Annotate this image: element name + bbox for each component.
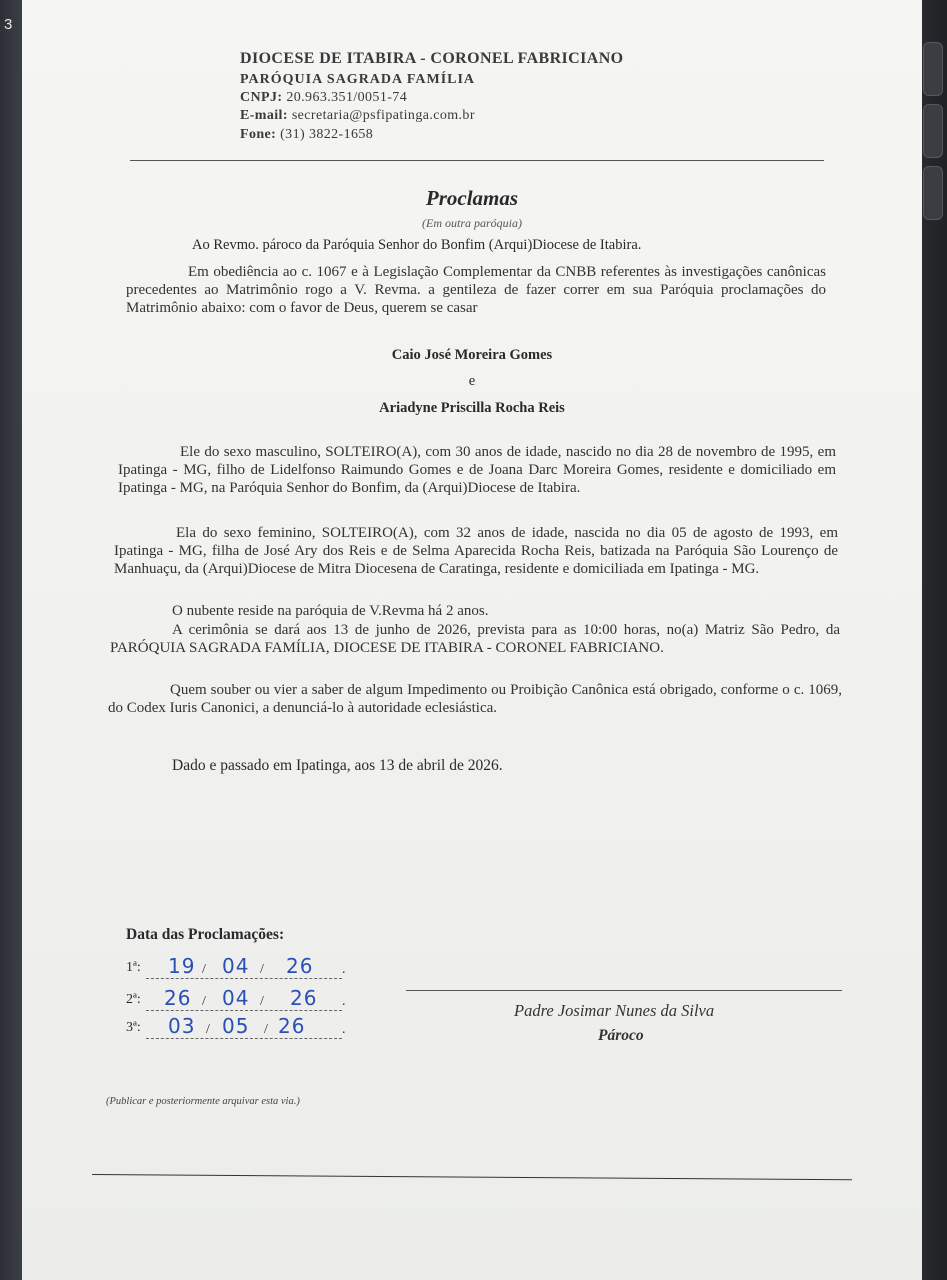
conjunction: e	[468, 373, 476, 389]
impediment-paragraph: Quem souber ou vier a saber de algum Impedimento ou Proibição Canônica está obrigado, conforme o c. 1069, do Codex Iuris Canonici, a denunciá-lo à autoridade eclesiástica.	[108, 682, 842, 716]
residence-note: O nubente reside na paróquia de V.Revma há 2 anos.	[172, 603, 489, 619]
date-line	[146, 1010, 342, 1011]
handwritten-year: 26	[278, 1014, 306, 1038]
priest-name: Padre Josimar Nunes da Silva	[514, 1001, 715, 1020]
handwritten-year: 26	[286, 954, 314, 978]
handwritten-year: 26	[290, 986, 318, 1010]
proclamation-label: 2ª:	[126, 992, 141, 1007]
footer-note: (Publicar e posteriormente arquivar esta via.)	[106, 1096, 300, 1107]
groom-name: Caio José Moreira Gomes	[391, 347, 553, 363]
intro-paragraph: Em obediência ao c. 1067 e à Legislação Complementar da CNBB referentes às investigações canônicas precedentes ao Matrimônio rogo a V. Revma. a gentileza de fazer correr em sua Paróquia proclamações do Matrimônio abaixo: com o favor de Deus, querem se casar	[126, 264, 826, 316]
keyboard-key	[923, 104, 943, 158]
groom-details: Ele do sexo masculino, SOLTEIRO(A), com 30 anos de idade, nascido no dia 28 de novembro de 1995, em Ipatinga - MG, filho de Lidelfonso Raimundo Gomes e de Joana Darc Moreira Gomes, residente e domiciliado em Ipatinga - MG, na Paróquia Senhor do Bonfim, da (Arqui)Diocese de Itabira.	[118, 444, 836, 496]
bride-name: Ariadyne Priscilla Rocha Reis	[379, 400, 565, 416]
date-line	[146, 1038, 342, 1039]
document-page: DIOCESE DE ITABIRA - CORONEL FABRICIANO PARÓQUIA SAGRADA FAMÍLIA CNPJ: 20.963.351/0051-74 E-mail: secretaria@psfipatinga.com.br Fone: (31) 3822-1658 Proclamas (Em outra paróquia) Ao Revmo. pároco da Paróquia Senhor do Bonfim (Arqui)Diocese de Itabira. Em obediência ao c. 1067 e à Legislação Complementar da CNBB referentes às investigações canônicas precedentes ao Matrimônio rogo a V. Revma. a gentileza de fazer correr em sua Paróquia proclamações do Matrimônio abaixo: com o favor de Deus, querem se casar Caio José Moreira Gomes e Ariadyne Priscilla Rocha Reis Ele do sexo masculino, SOLTEIRO(A), com 30 anos de idade, nascido no dia 28 de novembro de 1995, em Ipatinga - MG, filho de Lidelfonso Raimundo Gomes e de Joana Darc Moreira Gomes, residente e domiciliado em Ipatinga - MG, na Paróquia Senhor do Bonfim, da (Arqui)Diocese de Itabira. Ela do sexo feminino, SOLTEIRO(A), com 32 anos de idade, nascida no dia 05 de agosto de 1993, em Ipatinga - MG, filha de José Ary dos Reis e de Selma Aparecida Rocha Reis, batizada na Paróquia São Lourenço de Manhuaçu, da (Arqui)Diocese de Mitra Diocesena de Caratinga, residente e domiciliada em Ipatinga - MG. O nubente reside na paróquia de V.Revma há 2 anos. A cerimônia se dará aos 13 de junho de 2026, prevista para as 10:00 horas, no(a) Matriz São Pedro, da PARÓQUIA SAGRADA FAMÍLIA, DIOCESE DE ITABIRA - CORONEL FABRICIANO. Quem souber ou vier a saber de algum Impedimento ou Proibição Canônica está obrigado, conforme o c. 1069, do Codex Iuris Canonici, a denunciá-lo à autoridade eclesiástica. Dado e passado em Ipatinga, aos 13 de abril de 2026. Data das Proclamações: 1ª: 19 / 04 / 26 . 2ª: 26 / 04 / 26 . 3ª: 03 / 05 / 26 . Padre Josimar Nunes da Silva Pároco (Publicar e posteriormente arquivar esta via.)	[22, 0, 922, 1280]
header-diocese: DIOCESE DE ITABIRA - CORONEL FABRICIANO	[240, 50, 624, 67]
issue-date: Dado e passado em Ipatinga, aos 13 de abril de 2026.	[172, 757, 503, 774]
proclamation-label: 3ª:	[126, 1020, 141, 1035]
header-divider	[130, 160, 824, 161]
handwritten-month: 04	[222, 986, 250, 1010]
document-title: Proclamas	[425, 186, 519, 210]
handwritten-day: 26	[164, 986, 192, 1010]
proclamation-label: 1ª:	[126, 960, 141, 975]
signature-line	[406, 990, 842, 991]
keyboard-key	[923, 166, 943, 220]
handwritten-day: 19	[168, 954, 196, 978]
handwritten-month: 04	[222, 954, 250, 978]
salutation: Ao Revmo. pároco da Paróquia Senhor do Bonfim (Arqui)Diocese de Itabira.	[192, 237, 642, 253]
date-line	[146, 978, 342, 979]
document-subtitle: (Em outra paróquia)	[422, 216, 522, 230]
header-phone: Fone: (31) 3822-1658	[240, 127, 374, 142]
ceremony-paragraph: A cerimônia se dará aos 13 de junho de 2026, prevista para as 10:00 horas, no(a) Matriz São Pedro, da PARÓQUIA SAGRADA FAMÍLIA, DIOCESE DE ITABIRA - CORONEL FABRICIANO.	[110, 622, 840, 656]
bride-details: Ela do sexo feminino, SOLTEIRO(A), com 32 anos de idade, nascida no dia 05 de agosto de 1993, em Ipatinga - MG, filha de José Ary dos Reis e de Selma Aparecida Rocha Reis, batizada na Paróquia São Lourenço de Manhuaçu, da (Arqui)Diocese de Mitra Diocesena de Caratinga, residente e domiciliada em Ipatinga - MG.	[114, 525, 838, 577]
handwritten-month: 05	[222, 1014, 250, 1038]
keyboard-key	[923, 42, 943, 96]
header-cnpj: CNPJ: 20.963.351/0051-74	[240, 90, 408, 105]
header-email: E-mail: secretaria@psfipatinga.com.br	[240, 108, 475, 123]
proclamations-title: Data das Proclamações:	[126, 926, 285, 943]
header-parish: PARÓQUIA SAGRADA FAMÍLIA	[240, 72, 476, 87]
footer-divider	[92, 1174, 852, 1180]
handwritten-day: 03	[168, 1014, 196, 1038]
priest-role: Pároco	[598, 1027, 644, 1044]
page-tab-number: 3	[4, 16, 13, 33]
